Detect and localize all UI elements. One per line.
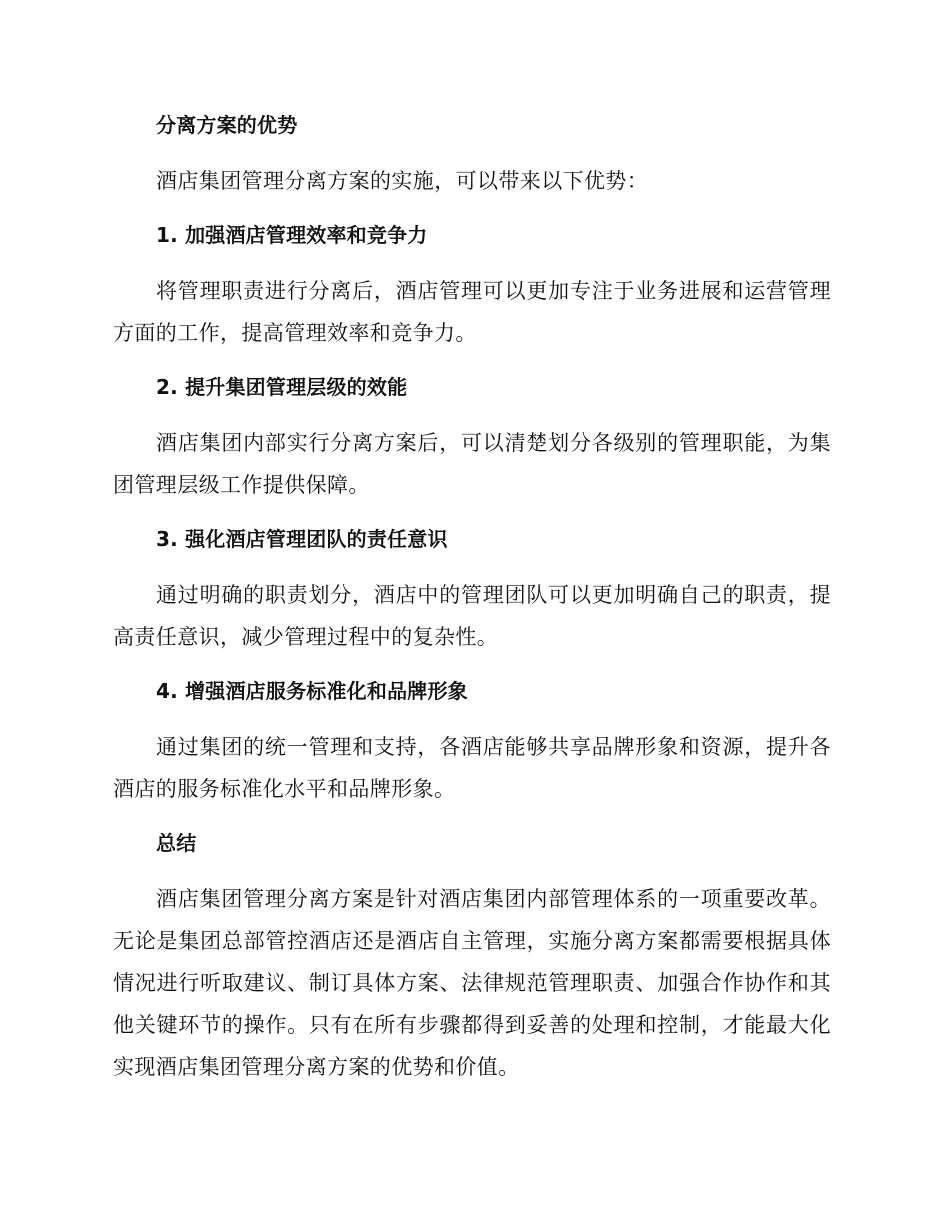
section-heading-responsibility: 3. 强化酒店管理团队的责任意识 xyxy=(156,527,448,551)
section-heading-advantages: 分离方案的优势 xyxy=(156,113,298,137)
section-paragraph-efficiency: 将管理职责进行分离后，酒店管理可以更加专注于业务进展和运营管理方面的工作，提高管理效率和竞争力。 xyxy=(113,279,831,345)
document-body xyxy=(113,110,831,1088)
section-paragraph-brand: 通过集团的统一管理和支持，各酒店能够共享品牌形象和资源，提升各酒店的服务标准化水平和品牌形象。 xyxy=(113,735,831,801)
section-heading-efficiency: 1. 加强酒店管理效率和竞争力 xyxy=(156,223,428,247)
section-heading-summary: 总结 xyxy=(156,831,197,855)
section-paragraph-advantages-intro: 酒店集团管理分离方案的实施，可以带来以下优势： xyxy=(156,169,649,193)
section-heading-brand: 4. 增强酒店服务标准化和品牌形象 xyxy=(156,679,468,703)
section-paragraph-responsibility: 通过明确的职责划分，酒店中的管理团队可以更加明确自己的职责，提高责任意识，减少管理过程中的复杂性。 xyxy=(113,583,831,649)
section-paragraph-group-level: 酒店集团内部实行分离方案后，可以清楚划分各级别的管理职能，为集团管理层级工作提供保障。 xyxy=(113,431,831,497)
section-paragraph-summary: 酒店集团管理分离方案是针对酒店集团内部管理体系的一项重要改革。无论是集团总部管控酒店还是酒店自主管理，实施分离方案都需要根据具体情况进行听取建议、制订具体方案、法律规范管理职责、加强合作协作和其他关键环节的操作。只有在所有步骤都得到妥善的处理和控制，才能最大化实现酒店集团管理分离方案的优势和价值。 xyxy=(113,887,831,1079)
section-heading-group-level: 2. 提升集团管理层级的效能 xyxy=(156,375,408,399)
